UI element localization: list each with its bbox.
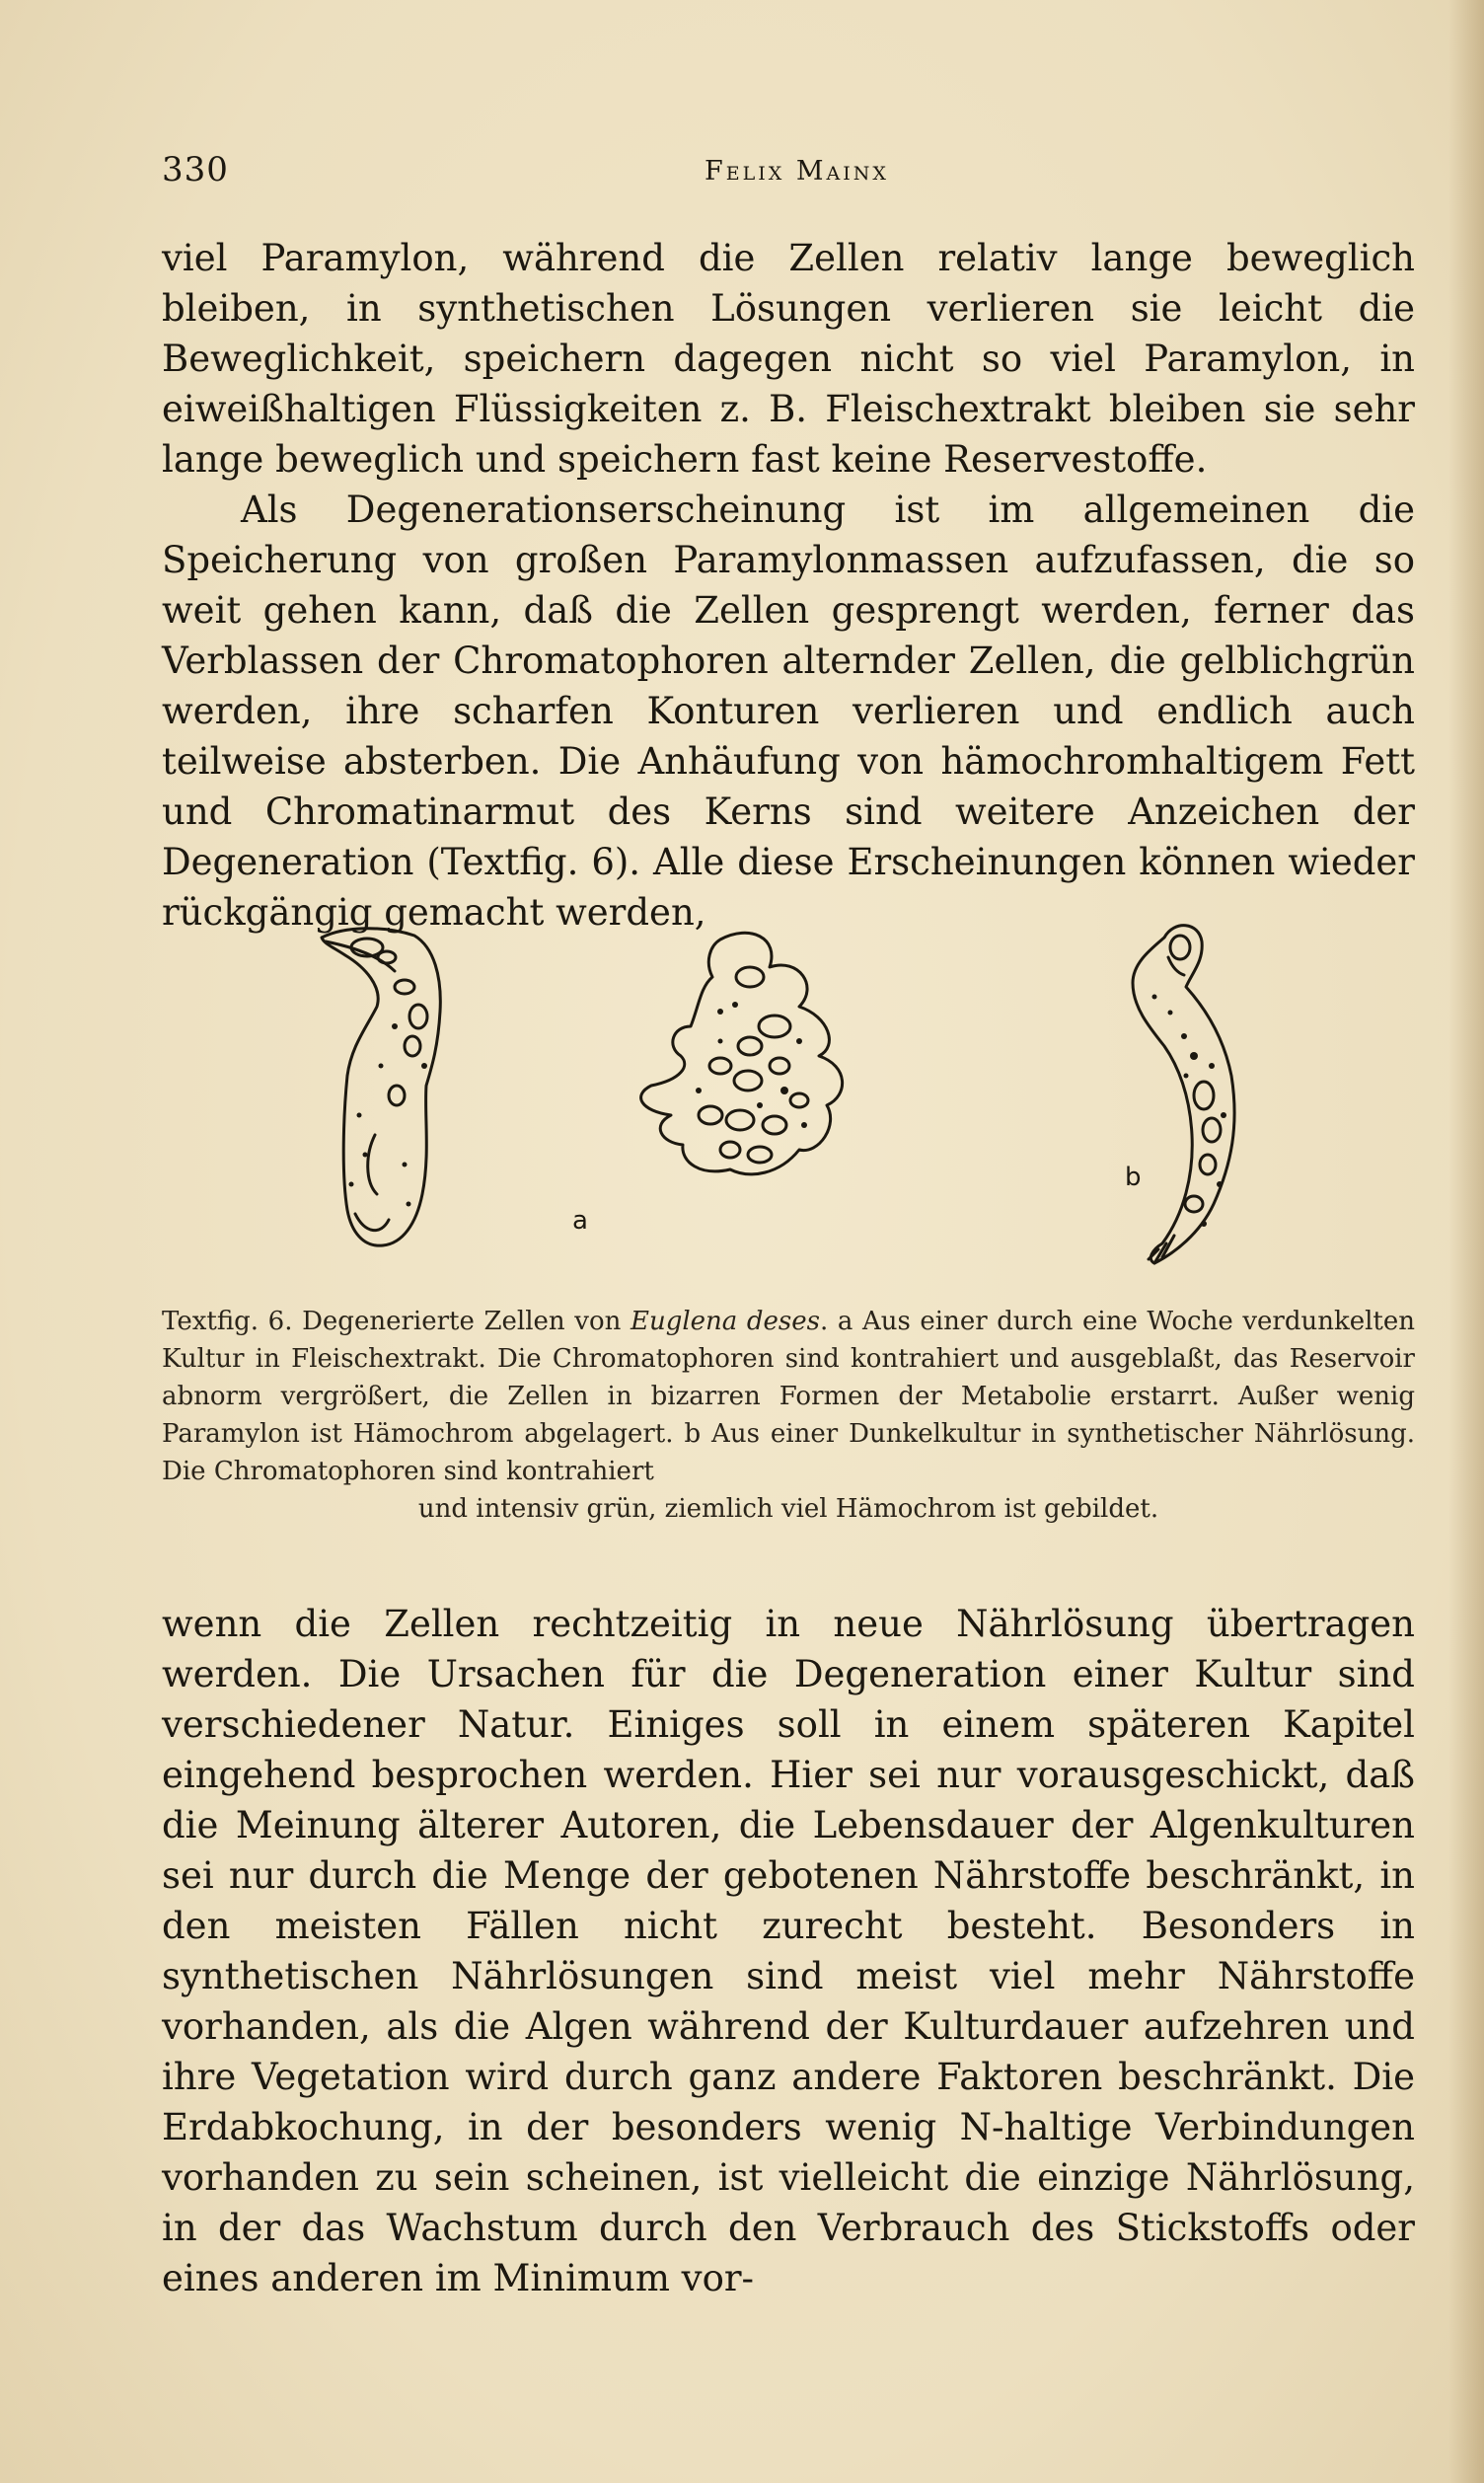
paragraph-3-text: wenn die Zellen rechtzeitig in neue Nährlösung übertragen werden. Die Ursachen für die Degeneration einer Kultur sind verschiedener Natur. Einiges soll in einem späteren Kapitel eingehend besprochen werden. Hier sei nur vorausgeschickt, daß die Meinung älterer Autoren, die Lebensdauer der Algenkulturen sei nur durch die Menge der gebotenen Nährstoffe beschränkt, in den meisten Fällen nicht zurecht besteht. Besonders in synthetischen Nährlösungen sind meist viel mehr Nährstoffe vorhanden, als die Algen während der Kulturdauer aufzehren und ihre Vegetation wird durch ganz andere Faktoren beschränkt. Die Erdabkochung, in der besonders wenig N-haltige Verbindungen vorhanden zu sein scheinen, ist vielleicht die einzige Nährlösung, in der das Wachstum durch den Verbrauch des Stickstoffs oder eines anderen im Minimum vor- — [162, 1603, 1415, 2299]
paragraph-3 — [162, 1599, 1415, 2303]
paragraph-1 — [162, 233, 1415, 485]
caption-text: . a Aus einer durch eine Woche verdunkelten Kultur in Fleischextrakt. Die Chromatophoren sind kontrahiert und ausgeblaßt, das Reservoir abnorm vergrößert, die Zellen in bizarren Formen der Metabolie erstarrt. Außer wenig Paramylon ist Hämochrom abgelagert. b Aus einer Dunkelkultur in synthetischer Nährlösung. Die Chromatophoren sind kontrahiert — [162, 1307, 1416, 1486]
cell-drawing-right — [1133, 926, 1234, 1263]
cell-drawing-left — [322, 929, 440, 1245]
figure-textfig-6 — [286, 918, 1273, 1293]
paragraph-2-text: Als Degenerationserscheinung ist im allgemeinen die Speicherung von großen Paramylonmassen aufzufassen, die so weit gehen kann, daß die Zellen gesprengt werden, ferner das Verblassen der Chromatophoren alternder Zellen, die gelblichgrün werden, ihre scharfen Konturen verlieren und endlich auch teilweise absterben. Die Anhäufung von hämochromhaltigem Fett und Chromatinarmut des Kerns sind weitere Anzeichen der Degeneration (Textfig. 6). Alle diese Erscheinungen können wieder rückgängig gemacht werden, — [162, 489, 1415, 934]
paragraph-2 — [162, 485, 1415, 938]
cell-drawing-middle — [641, 933, 843, 1174]
figure-label-a: a — [572, 1206, 588, 1236]
figure-drawing — [286, 918, 1273, 1293]
caption-species: Euglena deses — [630, 1307, 820, 1336]
page-edge-shadow — [1448, 0, 1484, 2483]
figure-caption — [162, 1303, 1415, 1528]
caption-prefix: Textfig. 6. Degenerierte Zellen von — [162, 1307, 631, 1336]
paragraph-1-text: viel Paramylon, während die Zellen relativ lange beweglich bleiben, in synthetischen Lösungen verlieren sie leicht die Beweglichkeit, speichern dagegen nicht so viel Paramylon, in eiweißhaltigen Flüssigkeiten z. B. Fleischextrakt bleiben sie sehr lange beweglich und speichern fast keine Reservestoffe. — [162, 237, 1415, 481]
caption-last-line: und intensiv grün, ziemlich viel Hämochrom ist gebildet. — [417, 1494, 1159, 1524]
page-header — [162, 150, 1415, 199]
page-number: 330 — [162, 150, 229, 189]
figure-label-b: b — [1125, 1163, 1142, 1192]
running-head: Felix Mainx — [705, 156, 889, 187]
